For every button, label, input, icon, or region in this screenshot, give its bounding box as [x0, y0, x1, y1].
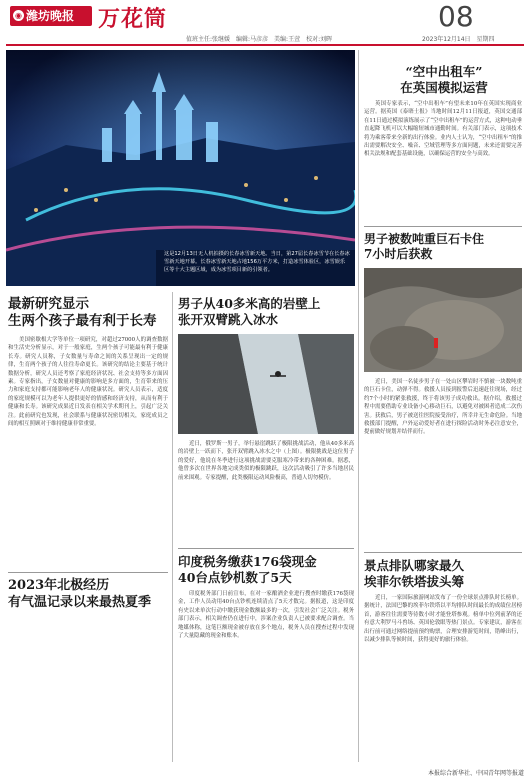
climate-headline [8, 578, 170, 611]
research-headline [8, 296, 170, 331]
scenic-body: 近日，一家国际旅游网站发布了一份全球景点排队时长榜单。据统计，法国巴黎的埃菲尔铁塔以平均排队时间最长的成绩位居榜首，游客往往需要等待数小时才能登塔参观。榜单中位列前茅的还有意大利罗马斗兽场、英国伦敦眼等热门景点。专家建议，游客在出行前可通过网络提前预约购票，合理安排游览时间，错峰出行，以减少排队等候时间，获得更好的旅行体验。 [364, 595, 522, 644]
column-divider [172, 292, 173, 762]
climber-title-line1: 男子从40多米高的岩壁上 [178, 296, 321, 311]
logo-emblem-icon: ◉ [13, 10, 24, 21]
rock-body: 近日，美国一名徒步男子在一处山区攀岩时不慎被一块数吨重的巨石卡住，动弹不得。救援人员接到报警后迅速赶往现场，经过约7个小时的紧张救援，终于将该男子成功救出。据介绍，救援过程中需要借助专业设备小心移动巨石，以避免对被困者造成二次伤害。获救后，男子被送往医院接受治疗，所幸并无生命危险。当地救援部门提醒，户外运动爱好者在进行探险活动时务必注意安全，提前做好规划并结伴而行。 [364, 379, 522, 436]
rock-title-line1: 男子被数吨重巨石卡住 [364, 232, 485, 246]
column-divider [358, 50, 359, 762]
climber-body: 近日，俄罗斯一男子，举行悬崖跳跃了极限挑战活动，他从40多米高的岩壁上一跃而下，张开双臂跳入冰水之中（上图）。极限挑战是这位男子的爱好，他说在冬季进行这项挑战需要克服寒冷带来的各种困难。据悉，他曾多次在世界各地完成类似的极限跳跃，这次活动吸引了许多当地居民前来围观。专家提醒，此类极限运动风险极高，普通人切勿模仿。 [178, 441, 354, 481]
climber-photo [178, 334, 354, 434]
scenic-title-line1: 景点排队哪家最久 [364, 558, 465, 573]
newspaper-logo [10, 6, 92, 26]
issue-date: 2023年12月14日 星期四 [422, 36, 495, 43]
article-divider [178, 548, 354, 549]
masthead-rule [6, 44, 524, 46]
climber-headline [178, 296, 356, 328]
research-title-line1: 最新研究显示 [8, 296, 89, 312]
rock-photo [364, 268, 522, 372]
page-number: 08 [438, 0, 474, 33]
climate-body [8, 614, 168, 764]
section-title: 万花筒 [98, 6, 168, 32]
article-divider [8, 572, 168, 573]
scenic-title-line2: 埃菲尔铁塔拔头筹 [364, 574, 465, 589]
taxi-headline [364, 64, 524, 96]
climber-title-line2: 张开双臂跳入冰水 [178, 312, 279, 327]
climate-title-line1: 2023年北极经历 [8, 578, 110, 593]
scenic-headline [364, 558, 524, 590]
taxi-title-line2: 在英国模拟运营 [400, 80, 488, 95]
climate-title-line2: 有气温记录以来最热夏季 [8, 594, 152, 610]
rock-headline [364, 232, 524, 263]
research-body: 美国密歇根大学等单位一项研究，对超过27000人的调查数据和生活史分析显示，对于一般家庭，生两个孩子可能最有利于健康长寿。研究人员称，子女数量与寿命之间的关系呈现出一定的规律，生育两个孩子的人往往寿命更长。该研究的结论主要基于统计数据分析，研究人员还考察了家庭经济状况、社会支持等多方面因素。专家指出，子女数量对健康的影响是多方面的，生育带来的压力和家庭支持都可能影响老年人的健康状况。研究人员表示，适度的家庭规模可以为老年人提供更好的情感和经济支持，从而有利于健康和长寿。该研究成果近日发表在相关学术期刊上，引起广泛关注。此前研究也发现，社会联系与健康状况密切相关，家庭成员之间的相互照顾对于维持健康非常重要。 [8, 337, 168, 428]
article-divider [364, 226, 522, 227]
research-title-line2: 生两个孩子最有利于长寿 [8, 313, 157, 330]
cash-body: 印度税务部门日前宣布，在对一家酿酒企业进行搜查时缴获176袋现金，工作人员动用40台点钞机连续清点了5天才数完。据报道，这是印度有史以来单次行动中缴获现金数额最多的一次，引发社会广泛关注。税务部门表示，相关调查仍在进行中，涉案企业负责人已被要求配合调查。当地媒体称，这笔巨额现金被存放在多个地点，税务人员在搜查过程中发现了大量隐藏的现金和账本。 [178, 591, 354, 640]
cash-title-line1: 印度税务缴获176袋现金 [178, 554, 317, 569]
masthead [6, 0, 526, 44]
cash-title-line2: 40台点钞机数了5天 [178, 570, 292, 585]
rock-title-line2: 7小时后获救 [364, 247, 433, 262]
taxi-body: 英国专家表示，“空中出租车”有望未来10年在英国实现商业运营。据英国《泰晤士报》当地时间12月11日报道，英国交通部在11日通过模拟演练展示了“空中出租车”的运营方式，这种电动垂直起降飞机可以大幅缩短城市通勤时间。有关部门表示，这项技术将为乘客带来全新的出行体验。业内人士认为，“空中出租车”的推出需要解决安全、噪音、空域管理等多方面问题，未来还需要完善相关法规和配套基础设施，以确保运营的安全与高效。 [364, 101, 522, 158]
staff-credits: 值班主任:张继媛 编辑:马彦彦 美编:王萱 校对:刘晖 [186, 36, 333, 43]
taxi-title-line1: “空中出租车” [405, 64, 483, 79]
source-credit: 本报综合新华社、中国青年网等报道 [427, 770, 524, 777]
photo-caption: 这是12月13日无人机拍摄的长春冰雪新天地。当日，第27届长春冰雪节在长春冰雪新天地开幕。长春冰雪新天地占地156万平方米，打造冰雪体验区，冰雪娱乐区等十大主题区域，成为冰雪项目新的引领者。 [164, 251, 350, 273]
article-divider [364, 552, 522, 553]
cash-headline [178, 554, 356, 586]
logo-text: 潍坊晚报 [26, 9, 75, 23]
